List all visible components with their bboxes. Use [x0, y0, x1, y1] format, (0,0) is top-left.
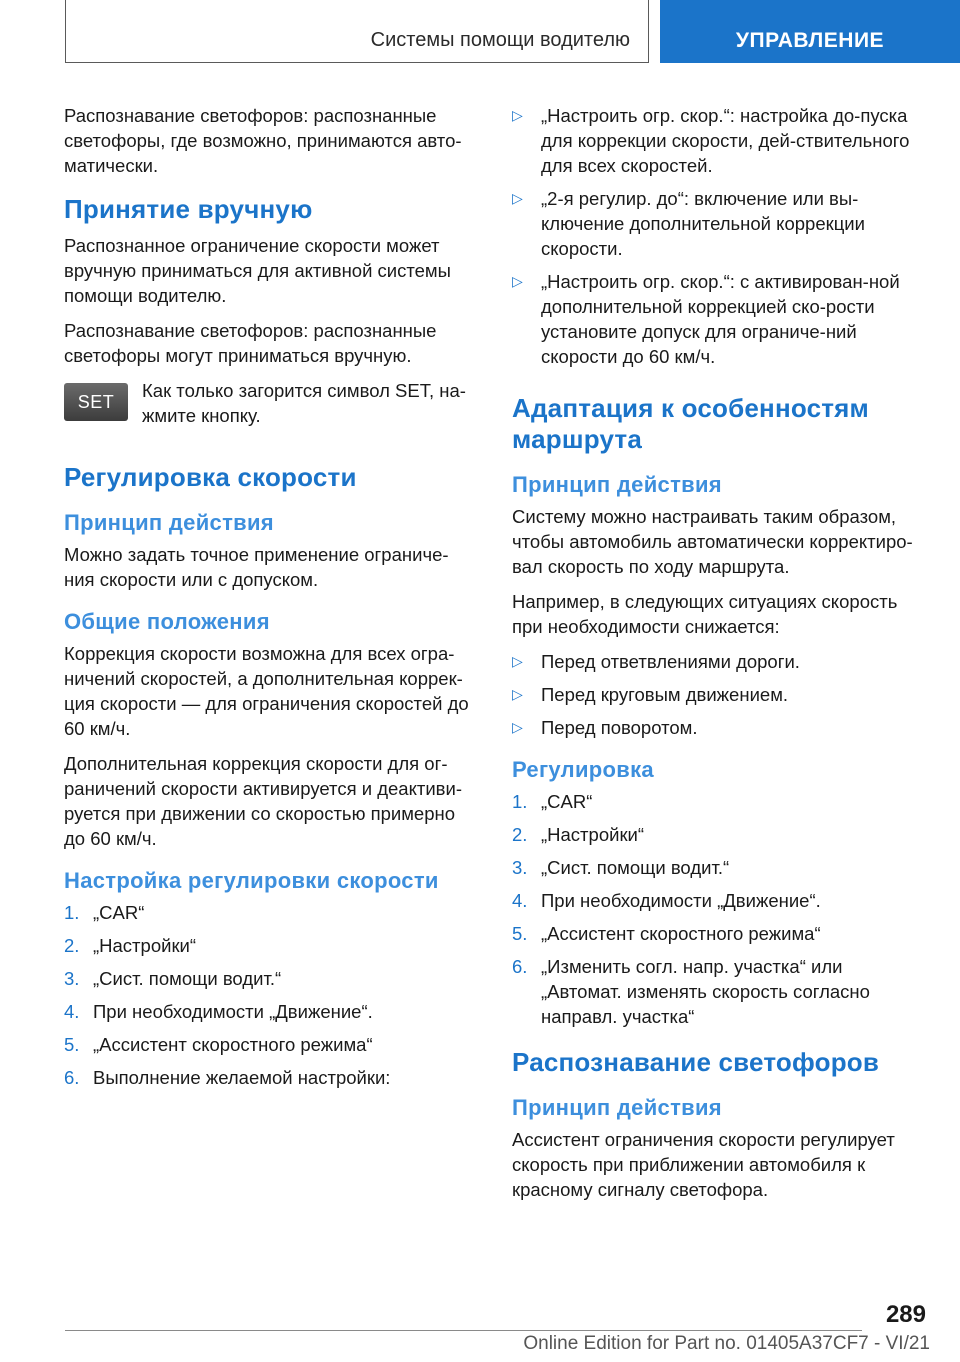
triangle-bullet-icon: ▷ [512, 686, 523, 702]
route-paragraph-1: Систему можно настраивать таким образом, чтобы автомобиль автоматически корректиро-вал скорость по ходу маршрута. [512, 506, 913, 577]
step-text: „Ассистент скоростного режима“ [93, 1034, 373, 1055]
general-provisions-heading: Общие положения [64, 609, 270, 634]
intro-paragraph: Распознавание светофоров: распознанные светофоры, где возможно, принимаются авто-матически. [64, 105, 462, 176]
option-text: „2-я регулир. до“: включение или вы-ключение дополнительной коррекции скорости. [541, 188, 865, 259]
traffic-light-heading: Распознавание светофоров [512, 1047, 880, 1077]
triangle-bullet-icon: ▷ [512, 653, 523, 669]
manual-acceptance-heading: Принятие вручную [64, 194, 313, 224]
step-text: „Сист. помощи водит.“ [93, 968, 282, 989]
step-number: 3. [64, 968, 80, 989]
manual-paragraph-1: Распознанное ограничение скорости может вручную приниматься для активной системы помощи водителю. [64, 235, 451, 306]
triangle-bullet-icon: ▷ [512, 107, 523, 123]
step-text: При необходимости „Движение“. [93, 1001, 373, 1022]
route-principle-heading: Принцип действия [512, 472, 722, 497]
step-number: 1. [64, 902, 80, 923]
list-item [512, 822, 928, 847]
list-item [64, 966, 477, 991]
list-item [64, 900, 477, 925]
route-adjust-heading: Регулировка [512, 757, 654, 782]
step-number: 1. [512, 791, 528, 812]
set-instruction [64, 378, 477, 428]
situation-text: Перед круговым движением. [541, 684, 789, 705]
edition-footer: Online Edition for Part no. 01405A37CF7 - VI/21 [523, 1333, 930, 1354]
step-text: „CAR“ [93, 902, 145, 923]
list-item [512, 186, 928, 261]
option-text: „Настроить огр. скор.“: настройка до-пуска для коррекции скорости, дей-ствительного для всех скоростей. [541, 105, 910, 176]
list-item [64, 1065, 477, 1090]
step-number: 4. [64, 1001, 80, 1022]
list-item [512, 649, 928, 674]
list-item [512, 954, 928, 1029]
traffic-principle-heading: Принцип действия [512, 1095, 722, 1120]
right-column [512, 103, 928, 1212]
list-item [512, 715, 928, 740]
list-item [512, 921, 928, 946]
set-instruction-text: Как только загорится символ SET, на-жмите кнопку. [142, 380, 466, 426]
route-adaptation-heading: Адаптация к особенностям маршрута [512, 393, 869, 454]
footer-divider [65, 1330, 862, 1331]
situation-text: Перед ответвлениями дороги. [541, 651, 800, 672]
speed-regulation-heading: Регулировка скорости [64, 462, 357, 492]
chapter-title: Системы помощи водителю [370, 29, 630, 51]
step-text: „Ассистент скоростного режима“ [541, 923, 821, 944]
step-text: „Настройки“ [541, 824, 645, 845]
chapter-header [65, 0, 649, 63]
situation-text: Перед поворотом. [541, 717, 698, 738]
situations-list [512, 649, 928, 740]
left-column [64, 103, 477, 1100]
speed-principle-heading: Принцип действия [64, 510, 274, 535]
list-item [512, 888, 928, 913]
step-number: 6. [512, 956, 528, 977]
list-item [512, 269, 928, 369]
page-number: 289 [885, 1301, 926, 1328]
step-number: 4. [512, 890, 528, 911]
step-number: 5. [512, 923, 528, 944]
section-header [660, 0, 960, 63]
traffic-paragraph: Ассистент ограничения скорости регулирует скорость при приближении автомобиля к красному сигналу светофора. [512, 1129, 895, 1200]
step-number: 3. [512, 857, 528, 878]
step-text: „Настройки“ [93, 935, 197, 956]
step-text: Выполнение желаемой настройки: [93, 1067, 391, 1088]
triangle-bullet-icon: ▷ [512, 190, 523, 206]
step-number: 5. [64, 1034, 80, 1055]
setup-heading: Настройка регулировки скорости [64, 868, 439, 893]
list-item [512, 682, 928, 707]
general-paragraph-1: Коррекция скорости возможна для всех огра-ничений скоростей, а дополнительная коррек-ция скорости — для ограничения скоростей до 60 км/ч. [64, 643, 469, 739]
list-item [64, 1032, 477, 1057]
step-text: При необходимости „Движение“. [541, 890, 821, 911]
general-paragraph-2: Дополнительная коррекция скорости для ог-раничений скорости активируется и деактиви-руется при движении со скоростью примерно до 60 км/ч. [64, 753, 463, 849]
route-paragraph-2: Например, в следующих ситуациях скорость при необходимости снижается: [512, 591, 898, 637]
step-number: 6. [64, 1067, 80, 1088]
step-text: „CAR“ [541, 791, 593, 812]
step-number: 2. [512, 824, 528, 845]
option-text: „Настроить огр. скор.“: с активирован-ной дополнительной коррекцией ско-рости установите допуск для ограниче-ний скорости до 60 км/ч. [541, 271, 900, 367]
section-title: УПРАВЛЕНИЕ [735, 29, 885, 52]
setup-steps-list [64, 900, 477, 1090]
step-number: 2. [64, 935, 80, 956]
speed-principle-text: Можно задать точное применение ограниче-ния скорости или с допуском. [64, 544, 449, 590]
list-item [64, 999, 477, 1024]
step-text: „Сист. помощи водит.“ [541, 857, 730, 878]
list-item [512, 789, 928, 814]
manual-paragraph-2: Распознавание светофоров: распознанные светофоры могут приниматься вручную. [64, 320, 437, 366]
list-item [512, 103, 928, 178]
triangle-bullet-icon: ▷ [512, 273, 523, 289]
list-item [512, 855, 928, 880]
step-text: „Изменить согл. напр. участка“ или „Автомат. изменять скорость согласно направл. участка“ [541, 956, 870, 1027]
set-button-icon [64, 383, 128, 421]
triangle-bullet-icon: ▷ [512, 719, 523, 735]
set-button-label: SET [77, 391, 115, 412]
route-steps-list [512, 789, 928, 1029]
options-list [512, 103, 928, 369]
list-item [64, 933, 477, 958]
